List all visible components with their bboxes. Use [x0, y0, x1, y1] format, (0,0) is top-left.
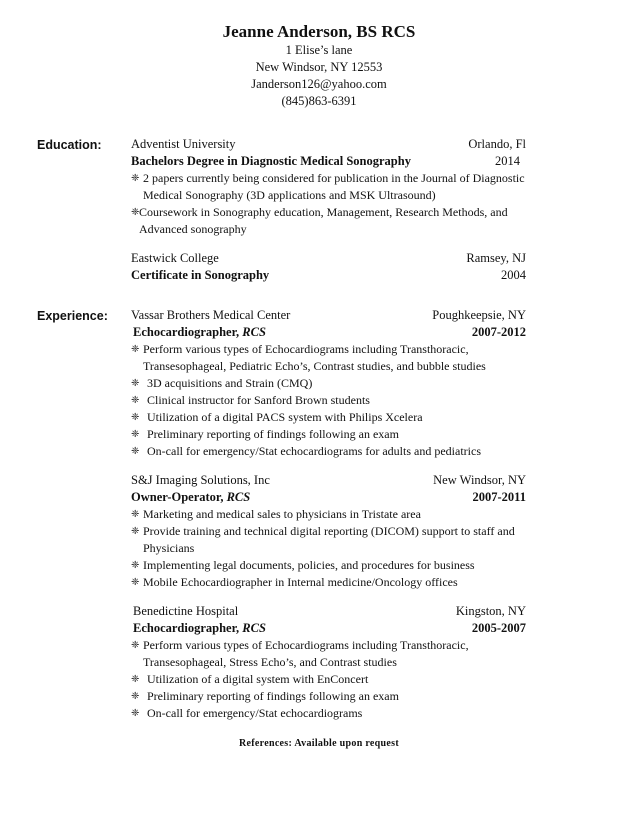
job-1-title-row	[131, 324, 526, 341]
job-dates: 2007-2012	[471, 325, 526, 339]
address-line-2: New Windsor, NY 12553	[255, 60, 383, 74]
employer-name: Vassar Brothers Medical Center	[131, 308, 291, 322]
job-title: Echocardiographer, RCS	[133, 325, 266, 339]
job-dates: 2007-2011	[472, 490, 526, 504]
email-address: Janderson126@yahoo.com	[251, 77, 387, 91]
phone-number: (845)863-6391	[281, 94, 357, 108]
school-name: Eastwick College	[131, 251, 219, 265]
job-bullet-continuation: Physicians	[143, 541, 195, 555]
resume-header	[0, 22, 638, 110]
experience-section	[131, 307, 526, 722]
job-2-header	[131, 472, 526, 489]
school-location: Orlando, Fl	[468, 137, 526, 151]
bullet-icon: ❈	[131, 395, 140, 406]
degree-year: 2004	[501, 268, 526, 282]
bullet-icon: ❈	[131, 207, 140, 218]
job-bullet-continuation: Transesophageal, Pediatric Echo’s, Contrast studies, and bubble studies	[143, 359, 486, 373]
education-bullet: ❈ 2 papers currently being considered for publication in the Journal of Diagnostic Medical Sonography (3D applications and MSK Ultrasound)	[131, 171, 525, 202]
bullet-icon: ❈	[131, 378, 140, 389]
bullet-icon: ❈	[131, 708, 140, 719]
job-bullet: ❈ Provide training and technical digital reporting (DICOM) support to staff and	[131, 524, 515, 538]
school-name: Adventist University	[131, 137, 236, 151]
references-note: References: Available upon request	[239, 738, 399, 749]
job-title: Owner-Operator, RCS	[131, 490, 251, 504]
education-entry-2-header	[131, 250, 526, 267]
job-bullet: ❈ Utilization of a digital PACS system with Philips Xcelera	[131, 410, 423, 424]
bullet-icon: ❈	[131, 429, 140, 440]
job-bullet: ❈ Perform various types of Echocardiograms including Transthoracic,	[131, 638, 469, 652]
job-1-header	[131, 307, 526, 324]
bullet-icon: ❈	[131, 526, 140, 537]
job-bullet-continuation: Transesophageal, Stress Echo’s, and Contrast studies	[143, 655, 397, 669]
job-bullet: ❈ Preliminary reporting of findings following an exam	[131, 427, 399, 441]
bullet-icon: ❈	[131, 446, 140, 457]
address-line-1: 1 Elise’s lane	[285, 43, 353, 57]
education-entry-1-header	[131, 136, 526, 153]
job-bullet: ❈ Mobile Echocardiographer in Internal medicine/Oncology offices	[131, 575, 458, 589]
education-bullet: ❈ Coursework in Sonography education, Management, Research Methods, and Advanced sonography	[131, 205, 508, 236]
bullet-icon: ❈	[131, 560, 140, 571]
experience-label: Experience:	[37, 309, 108, 323]
bullet-icon: ❈	[131, 344, 140, 355]
employer-location: Kingston, NY	[455, 604, 526, 618]
job-bullet: ❈ Utilization of a digital system with EnConcert	[131, 672, 369, 686]
school-location: Ramsey, NJ	[466, 251, 526, 265]
degree-year: 2014	[495, 154, 520, 168]
job-title: Echocardiographer, RCS	[133, 621, 266, 635]
job-dates: 2005-2007	[471, 621, 526, 635]
bullet-icon: ❈	[131, 640, 140, 651]
employer-name: Benedictine Hospital	[133, 604, 239, 618]
job-3-header	[131, 603, 526, 620]
job-bullet: ❈ Implementing legal documents, policies, and procedures for business	[131, 558, 475, 572]
job-bullet: ❈ On-call for emergency/Stat echocardiograms	[131, 706, 363, 720]
candidate-name: Jeanne Anderson, BS RCS	[222, 22, 416, 41]
job-bullet: ❈ Perform various types of Echocardiograms including Transthoracic,	[131, 342, 469, 356]
education-label: Education:	[37, 138, 102, 152]
employer-location: Poughkeepsie, NY	[432, 308, 526, 322]
job-2-title-row	[131, 489, 526, 506]
job-bullet: ❈ Clinical instructor for Sanford Brown students	[131, 393, 370, 407]
education-entry-2-degree-row	[131, 267, 526, 284]
job-bullet: ❈ 3D acquisitions and Strain (CMQ)	[131, 376, 313, 390]
job-3-title-row	[131, 620, 526, 637]
degree-name: Bachelors Degree in Diagnostic Medical Sonography	[131, 154, 411, 168]
bullet-icon: ❈	[131, 691, 140, 702]
employer-location: New Windsor, NY	[433, 473, 526, 487]
bullet-icon: ❈	[131, 577, 140, 588]
job-bullet: ❈ Marketing and medical sales to physicians in Tristate area	[131, 507, 421, 521]
education-entry-1-degree-row	[131, 153, 526, 170]
bullet-icon: ❈	[131, 412, 140, 423]
bullet-icon: ❈	[131, 509, 140, 520]
degree-name: Certificate in Sonography	[131, 268, 270, 282]
job-bullet: ❈ On-call for emergency/Stat echocardiograms for adults and pediatrics	[131, 444, 481, 458]
employer-name: S&J Imaging Solutions, Inc	[131, 473, 270, 487]
education-section	[131, 136, 526, 284]
bullet-icon: ❈	[131, 674, 140, 685]
job-bullet: ❈ Preliminary reporting of findings following an exam	[131, 689, 399, 703]
bullet-icon: ❈	[131, 173, 140, 184]
